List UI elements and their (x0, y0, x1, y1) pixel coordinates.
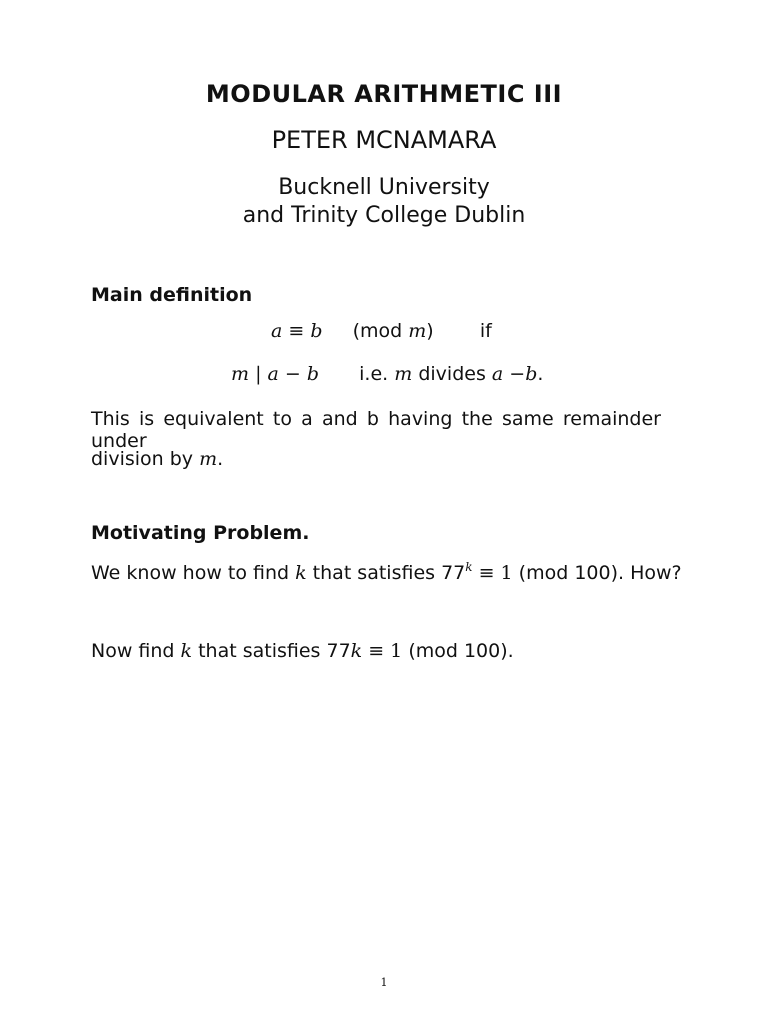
text: that satisfies 77 (306, 562, 466, 584)
equiv-symbol: ≡ (288, 320, 305, 342)
text: . (217, 448, 224, 470)
if-word: if (479, 320, 492, 342)
var-k: k (180, 640, 193, 662)
divides-word: divides (418, 363, 486, 385)
var-b: b (310, 320, 323, 342)
mod-open: (mod (352, 320, 409, 342)
var-m: m (408, 320, 427, 342)
main-definition-heading: Main definition (91, 284, 253, 306)
congruence: ≡ 1 (362, 640, 409, 662)
document-title: MODULAR ARITHMETIC III (205, 80, 563, 108)
var-a: a (271, 320, 283, 342)
text: (mod 100). (408, 640, 514, 662)
motivating-problem-heading: Motivating Problem. (91, 522, 310, 544)
definition-equation-line-1 (271, 320, 492, 342)
var-a: a (491, 363, 504, 385)
var-m: m (394, 363, 413, 385)
period: . (537, 363, 544, 385)
definition-equation-line-2 (231, 363, 543, 385)
var-m: m (231, 363, 250, 385)
mod-close: ) (426, 320, 434, 342)
text: Now find (91, 640, 181, 662)
motivating-problem-line-2 (91, 640, 661, 662)
var-m: m (199, 448, 218, 470)
text: (mod 100). How? (518, 562, 682, 584)
author-name: PETER MCNAMARA (271, 126, 497, 154)
affiliation-line-2: and Trinity College Dublin (242, 203, 526, 228)
text: that satisfies 77 (192, 640, 351, 662)
exponent-k: k (465, 560, 473, 574)
minus-symbol: − (509, 363, 526, 385)
var-b: b (525, 363, 538, 385)
definition-paragraph-line-1: This is equivalent to a and b having the same remainder under (91, 408, 661, 452)
page-number: 1 (380, 976, 388, 989)
ie-word: i.e. (359, 363, 389, 385)
affiliation-line-1: Bucknell University (278, 175, 490, 200)
definition-paragraph-line-2 (91, 448, 661, 470)
var-b: b (306, 363, 320, 385)
divides-symbol: | (255, 363, 262, 385)
affiliation (0, 174, 768, 230)
minus-symbol: − (284, 363, 301, 385)
congruence: ≡ 1 (472, 562, 519, 584)
text: division by (91, 448, 200, 470)
var-a: a (267, 363, 279, 385)
text: We know how to find (91, 562, 296, 584)
var-k: k (295, 562, 307, 584)
motivating-problem-line-1 (91, 560, 682, 584)
var-k: k (350, 640, 363, 662)
